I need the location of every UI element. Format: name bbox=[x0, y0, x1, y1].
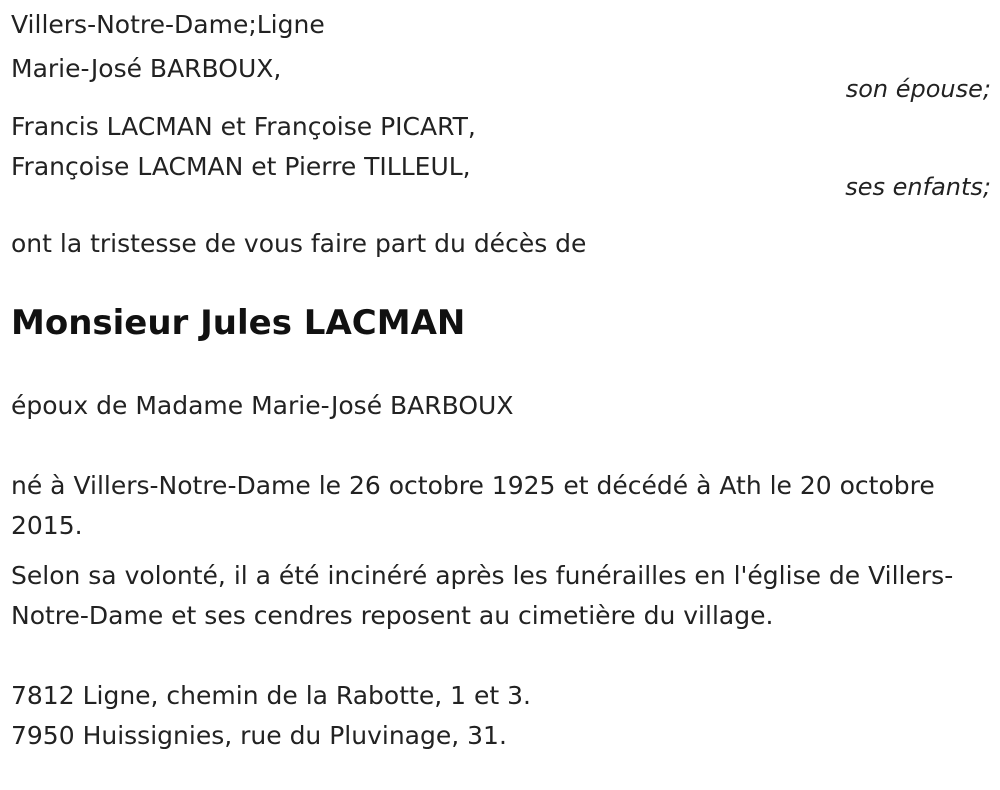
announcement-intro: ont la tristesse de vous faire part du décès de bbox=[11, 229, 587, 258]
address-line-2: 7950 Huissignies, rue du Pluvinage, 31. bbox=[11, 721, 507, 750]
spouse-section bbox=[11, 52, 991, 104]
spouse-name: Marie-José BARBOUX, bbox=[11, 54, 282, 83]
addresses-section bbox=[11, 676, 991, 756]
children-role: ses enfants; bbox=[845, 173, 991, 201]
children-section bbox=[11, 107, 991, 202]
ceremony-paragraph: Selon sa volonté, il a été incinéré après les funérailles en l'église de Villers-Notre-Dame et ses cendres reposent au cimetière du village. bbox=[11, 561, 954, 630]
address-line-1: 7812 Ligne, chemin de la Rabotte, 1 et 3. bbox=[11, 681, 531, 710]
obituary-document bbox=[11, 5, 991, 756]
child-line-2: Françoise LACMAN et Pierre TILLEUL, bbox=[11, 152, 471, 181]
birth-death-line: né à Villers-Notre-Dame le 26 octobre 1925 et décédé à Ath le 20 octobre 2015. bbox=[11, 471, 935, 540]
location-line: Villers-Notre-Dame;Ligne bbox=[11, 10, 325, 39]
child-line-1: Francis LACMAN et Françoise PICART, bbox=[11, 112, 476, 141]
spouse-role: son épouse; bbox=[845, 75, 991, 103]
spouse-of-line: époux de Madame Marie-José BARBOUX bbox=[11, 391, 514, 420]
deceased-name: Monsieur Jules LACMAN bbox=[11, 303, 466, 343]
